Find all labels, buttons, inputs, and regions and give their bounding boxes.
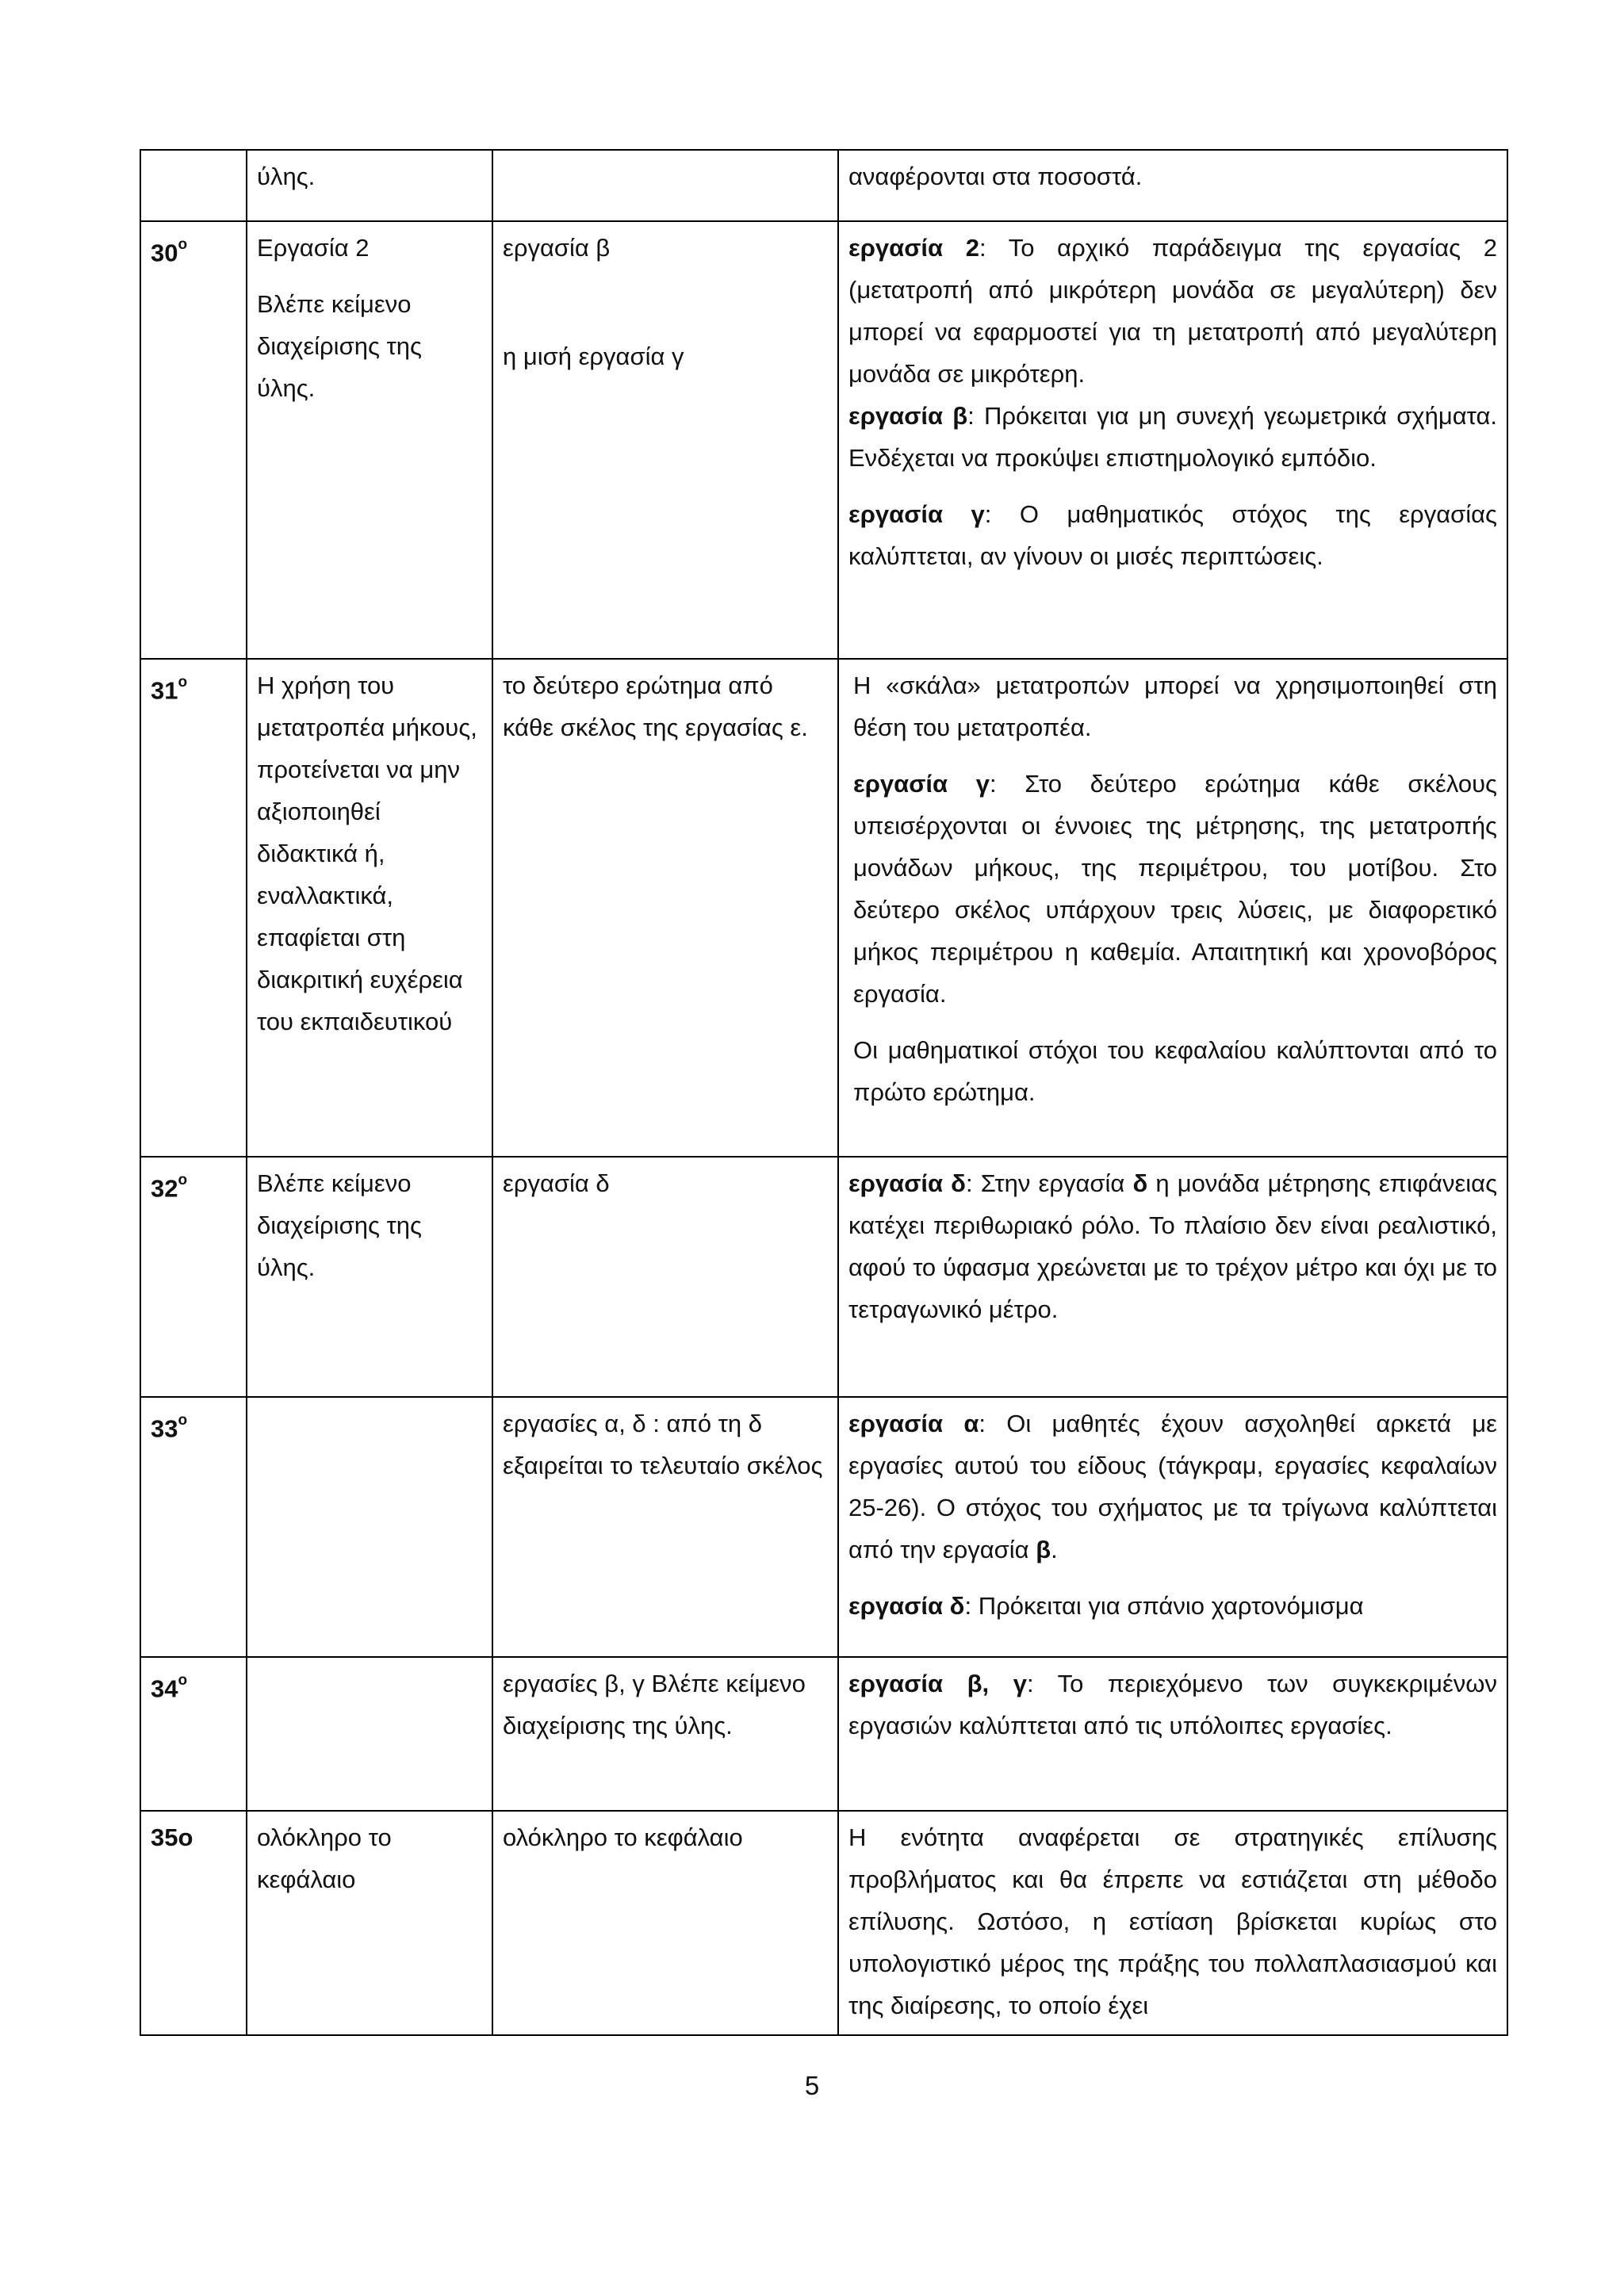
comment-paragraph [848, 1585, 1497, 1627]
cell-text: το δεύτερο ερώτημα από κάθε σκέλος της εργασίας ε. [503, 672, 808, 741]
table-row [140, 1657, 1507, 1811]
comments-cell [838, 221, 1507, 659]
task-label: εργασία 2 [848, 234, 979, 262]
chapter-number: 31 [151, 676, 178, 705]
comment-text: : Ο μαθηματικός στόχος της εργασίας καλύπτεται, αν γίνουν οι μισές περιπτώσεις. [848, 500, 1497, 570]
chapter-number-cell [140, 659, 247, 1157]
cell-text: ολόκληρο το κεφάλαιο [257, 1823, 392, 1893]
task-label: εργασία β, γ [848, 1670, 1027, 1697]
comment-text: : Το αρχικό παράδειγμα της εργασίας 2 (μετατροπή από μικρότερη μονάδα σε μεγαλύτερη) δεν μπορεί να εφαρμοστεί για τη μετατροπή από μεγαλύτερη μονάδα σε μικρότερη. [848, 234, 1497, 388]
comments-cell [838, 1657, 1507, 1811]
comment-paragraph [848, 493, 1497, 577]
table-row [140, 150, 1507, 221]
cell-text: ύλης. [257, 163, 316, 190]
comments-cell [838, 1397, 1507, 1657]
cell-text: η μισή εργασία γ [503, 342, 684, 370]
task-label: εργασία γ [848, 500, 985, 528]
comment-text: : Οι μαθητές έχουν ασχοληθεί αρκετά με εργασίες αυτού του είδους (τάγκραμ, εργασίες κεφαλαίων 25-26). Ο στόχος του σχήματος με τα τρίγωνα καλύπτεται από την εργασία [848, 1410, 1497, 1563]
tasks-cell [492, 1811, 838, 2035]
notes-cell [247, 1811, 492, 2035]
notes-cell [247, 221, 492, 659]
chapter-number: 35ο [151, 1823, 193, 1851]
comment-text: : Στο δεύτερο ερώτημα κάθε σκέλους υπεισέρχονται οι έννοιες της μέτρησης, της μετατροπής μονάδων μήκους, της περιμέτρου, του μοτίβου. Στο δεύτερο σκέλος υπάρχουν τρεις λύσεις, με διαφορετικό μήκος περιμέτρου η καθεμία. Απαιτητική και χρονοβόρος εργασία. [853, 770, 1497, 1008]
comment-paragraph [848, 1663, 1497, 1747]
tasks-cell [492, 1657, 838, 1811]
comment-paragraph [848, 1162, 1497, 1330]
task-label: εργασία α [848, 1410, 979, 1437]
ordinal-marker: ο [178, 1412, 188, 1429]
chapter-number-cell [140, 1657, 247, 1811]
tasks-cell [492, 150, 838, 221]
notes-cell [247, 1657, 492, 1811]
comment-paragraph: Η «σκάλα» μετατροπών μπορεί να χρησιμοποιηθεί στη θέση του μετατροπέα. [853, 672, 1497, 741]
chapter-number-cell [140, 150, 247, 221]
comments-cell [838, 1157, 1507, 1397]
cell-text: ολόκληρο το κεφάλαιο [503, 1823, 743, 1851]
notes-cell [247, 150, 492, 221]
comments-cell [838, 150, 1507, 221]
chapter-number-cell [140, 221, 247, 659]
guidance-table [140, 149, 1508, 2036]
cell-text: Βλέπε κείμενο διαχείρισης της ύλης. [257, 1169, 422, 1281]
cell-text: Βλέπε κείμενο διαχείρισης της ύλης. [257, 290, 422, 402]
tasks-cell [492, 1397, 838, 1657]
comment-text: : Το περιεχόμενο των συγκεκριμένων εργασιών καλύπτεται από τις υπόλοιπες εργασίες. [848, 1670, 1497, 1739]
comments-cell [838, 659, 1507, 1157]
comment-text: : Πρόκειται για μη συνεχή γεωμετρικά σχήματα. Ενδέχεται να προκύψει επιστημολογικό εμπόδιο. [848, 402, 1497, 472]
cell-text: εργασίες β, γ Βλέπε κείμενο διαχείρισης της ύλης. [503, 1670, 806, 1739]
notes-cell [247, 1397, 492, 1657]
task-letter: δ [1132, 1169, 1148, 1197]
table-row [140, 1811, 1507, 2035]
ordinal-marker: ο [178, 674, 188, 691]
ordinal-marker: ο [178, 1672, 188, 1689]
comment-paragraph: Η ενότητα αναφέρεται σε στρατηγικές επίλυσης προβλήματος και θα έπρεπε να εστιάζεται στη μέθοδο επίλυσης. Ωστόσο, η εστίαση βρίσκεται κυρίως στο υπολογιστικό μέρος της πράξης του πολλαπλασιασμού και της διαίρεσης, το οποίο έχει [848, 1823, 1497, 2019]
task-label: εργασία δ [848, 1169, 966, 1197]
chapter-number: 33 [151, 1414, 178, 1443]
ordinal-marker: ο [178, 236, 188, 253]
task-letter: β [1036, 1536, 1051, 1563]
cell-text: εργασίες α, δ : από τη δ εξαιρείται το τελευταίο σκέλος [503, 1410, 823, 1479]
comment-text: . [1051, 1536, 1058, 1563]
comment-paragraph [848, 1402, 1497, 1571]
comment-text: : Πρόκειται για σπάνιο χαρτονόμισμα [964, 1592, 1364, 1620]
tasks-cell [492, 659, 838, 1157]
comments-cell [838, 1811, 1507, 2035]
chapter-number: 32 [151, 1174, 178, 1203]
cell-text: εργασία δ [503, 1169, 610, 1197]
cell-text: Η χρήση του μετατροπέα μήκους, προτείνεται να μην αξιοποιηθεί διδακτικά ή, εναλλακτικά, επαφίεται στη διακριτική ευχέρεια του εκπαιδευτικού [257, 672, 477, 1035]
tasks-cell [492, 1157, 838, 1397]
comment-paragraph: Οι μαθηματικοί στόχοι του κεφαλαίου καλύπτονται από το πρώτο ερώτημα. [853, 1036, 1497, 1106]
comment-paragraph [848, 227, 1497, 395]
notes-cell [247, 659, 492, 1157]
comment-paragraph [848, 395, 1497, 479]
comment-text: η μονάδα μέτρησης επιφάνειας κατέχει περιθωριακό ρόλο. Το πλαίσιο δεν είναι ρεαλιστικό, αφού το ύφασμα χρεώνεται με το τρέχον μέτρο και όχι με το τετραγωνικό μέτρο. [848, 1169, 1498, 1323]
chapter-number-cell [140, 1157, 247, 1397]
tasks-cell [492, 221, 838, 659]
ordinal-marker: ο [178, 1172, 188, 1188]
chapter-number-cell [140, 1811, 247, 2035]
table-row [140, 1397, 1507, 1657]
table-row [140, 659, 1507, 1157]
comment-paragraph [853, 763, 1497, 1015]
table-row [140, 1157, 1507, 1397]
chapter-number-cell [140, 1397, 247, 1657]
task-label: εργασία δ [848, 1592, 965, 1620]
comment-text: : Στην εργασία [966, 1169, 1133, 1197]
cell-text: εργασία β [503, 234, 611, 262]
task-label: εργασία γ [853, 770, 990, 798]
chapter-number: 30 [151, 239, 178, 267]
chapter-number: 34 [151, 1674, 178, 1703]
task-label: εργασία β [848, 402, 968, 430]
table-row [140, 221, 1507, 659]
cell-text: αναφέρονται στα ποσοστά. [848, 163, 1143, 190]
page-number: 5 [804, 2071, 820, 2100]
notes-cell [247, 1157, 492, 1397]
cell-text: Εργασία 2 [257, 234, 370, 262]
